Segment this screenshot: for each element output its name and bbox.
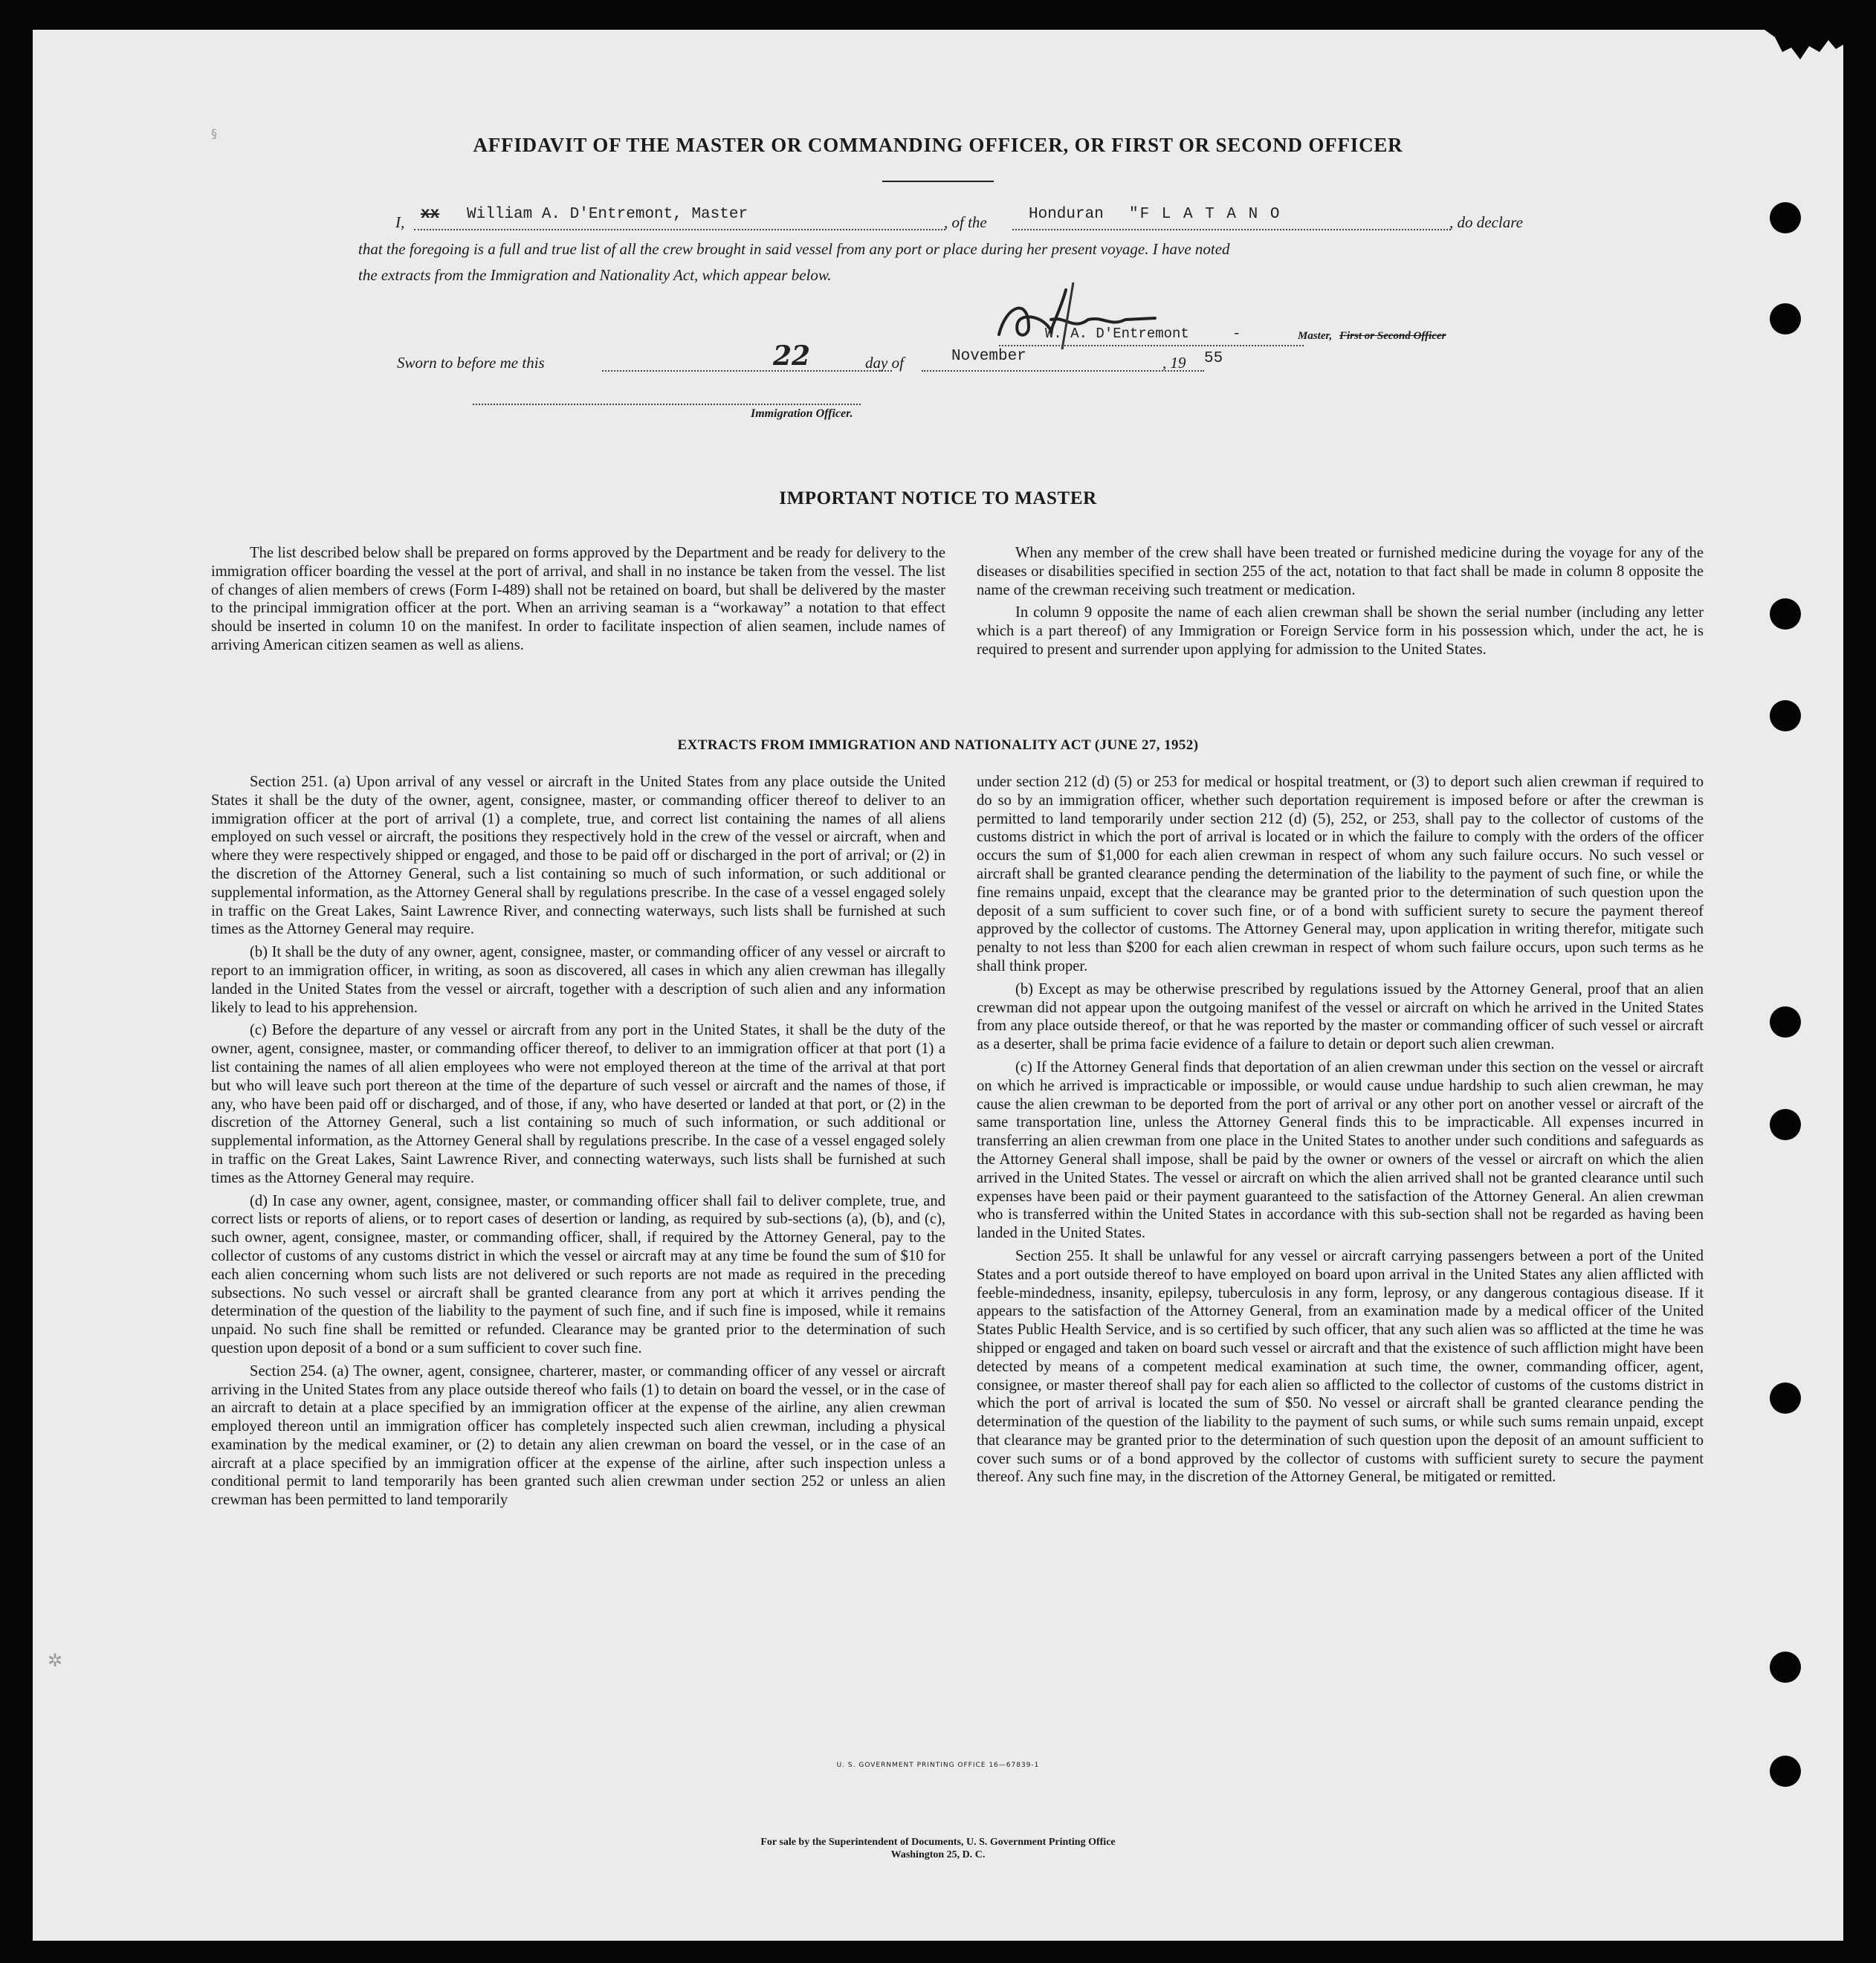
extracts-title: EXTRACTS FROM IMMIGRATION AND NATIONALITY ACT (JUNE 27, 1952) [677, 737, 1199, 753]
statute-paragraph: (b) It shall be the duty of any owner, agent, consignee, master, or commanding officer of any vessel or aircraft to report to an immigration officer, in writing, as soon as discovered, all cases in which any alien crewman has illegally landed in the United States from the vessel or aircraft, together with a description of such alien and any information likely to lead to his apprehension. [211, 944, 945, 1016]
of-the-label: , of the [944, 213, 987, 231]
statute-paragraph: under section 212 (d) (5) or 253 for medical or hospital treatment, or (3) to deport such alien crewman if required to do so by an immigration officer, whether such deportation requirement is imposed before or after the crewman is permitted to land temporarily under section 212 (d) (5), 252, or 253, shall pay to the collector of customs of the customs district in which the port of arrival is located or in which the failure to comply with the orders of the officer occurs the sum of $1,000 for each alien crewman in respect of whom any such failure occurs. No such vessel or aircraft shall be granted clearance pending the determination of the liability to the payment of such fine, or while the fine remains unpaid, except that the clearance may be granted prior to the determination of such question upon the deposit of a sum sufficient to cover such fine, or of a bond with sufficient surety to secure the payment thereof approved by the collector of customs. The Attorney General may, upon application in writing therefor, mitigate such penalty to not less than $200 for each alien crewman in respect of whom such failure occurs, upon such terms as he shall think proper. [977, 774, 1704, 974]
punch-hole [1770, 598, 1801, 630]
declarant-name: William A. D'Entremont, Master [467, 206, 748, 223]
immigration-officer-label: Immigration Officer. [751, 407, 853, 420]
notice-left-column [211, 544, 945, 655]
notice-paragraph: In column 9 opposite the name of each alien crewman shall be shown the serial number (including any letter which is a part thereof) of any Immigration or Foreign Service form in his possession which, under the act, he is required to present and surrender upon applying for admission to the United States. [977, 604, 1704, 658]
declaration-line-3: the extracts from the Immigration and Nationality Act, which appear below. [358, 266, 832, 284]
stamp-smudge: ✲ [48, 1650, 63, 1671]
immigration-officer-fill-line [473, 404, 861, 405]
punch-hole [1770, 1109, 1801, 1140]
day-of-label: day of [865, 354, 904, 372]
statute-paragraph: (c) If the Attorney General finds that deportation of an alien crewman under this section on the vessel or aircraft on which he arrived is impracticable or impossible, or would cause undue hardship to such alien crewman, he may cause the alien crewman to be deported from the port of arrival or any other port on another vessel or aircraft of the same transportation line, unless the Attorney General finds this to be impracticable. All expenses incurred in transferring an alien crewman from one place in the United States to another under such conditions and safeguards as the Attorney General shall impose, shall be paid by the owner or owners of the vessel or aircraft on which the alien arrived in the United States. The vessel or aircraft on which the alien arrived shall not be granted clearance until such expenses have been paid or their payment guaranteed to the satisfaction of the Attorney General. An alien crewman who is transferred within the United States in accordance with this sub-section shall not be regarded as having been landed in the United States. [977, 1058, 1704, 1242]
statute-paragraph: (d) In case any owner, agent, consignee, master, or commanding officer shall fail to deliver complete, true, and correct lists or reports of aliens, or to report cases of desertion or landing, as required by sub-sections (a), (b), and (c), such owner, agent, consignee, master, or commanding officer, shall, if required by the Attorney General, pay to the collector of customs of any customs district in which the vessel or aircraft may at any time be found the sum of $10 for each alien concerning whom such lists are not delivered or such reports are not made as required in the preceding subsections. No such vessel or aircraft shall be granted clearance from any port at which it arrives pending the determination of the question of the liability to the payment of such fine, and if such fine is imposed, while it remains unpaid. No such fine shall be remitted or refunded. Clearance may be granted prior to the determination of such question upon deposit of a bond or a sum sufficient to cover such fine. [211, 1192, 945, 1356]
punch-hole [1770, 1756, 1801, 1787]
master-label: Master, [1298, 330, 1333, 342]
affidavit-page [33, 30, 1843, 1941]
footer-line-2: Washington 25, D. C. [890, 1849, 986, 1860]
extracts-left-column [211, 773, 945, 1510]
extracts-right-column [977, 773, 1704, 1487]
struck-officer-label: First or Second Officer [1339, 330, 1446, 342]
struck-typed-mark: xx [421, 206, 440, 223]
signer-typed-name: W. A. D'Entremont [1045, 326, 1189, 342]
statute-paragraph: Section 254. (a) The owner, agent, consignee, charterer, master, or commanding officer of any vessel or aircraft arriving in the United States from any place outside thereof who fails (1) to detain on board the vessel, or in the case of an aircraft to detain at a place specified by an immigration officer at the expense of the airline, any alien crewman employed thereon until an immigration officer has completely inspected such alien crewman, including a physical examination by the medical examiner, or (2) to detain any alien crewman on board the vessel, or in the case of an aircraft at a place specified by an immigration officer at the expense of the airline, after such inspection unless a conditional permit to land temporarily has been granted such alien crewman under section 252 or unless an alien crewman has been permitted to land temporarily [211, 1362, 945, 1509]
punch-hole [1770, 202, 1801, 233]
statute-paragraph: Section 255. It shall be unlawful for any vessel or aircraft carrying passengers between a port of the United States and a port outside thereof to have employed on board upon arrival in the United States any alien afflicted with feeble-mindedness, insanity, epilepsy, tuberculosis in any form, leprosy, or any dangerous contagious disease. If it appears to the satisfaction of the Attorney General, from an examination made by a medical officer of the United States Public Health Service, and is so certified by such officer, that any such alien was so afflicted at the time he was shipped or engaged and taken on board such vessel or aircraft and that the existence of such affliction might have been detected by means of a competent medical examination at such time, the owner, commanding officer, agent, consignee, or master thereof shall pay for each alien so afflicted to the collector of customs of the customs district in which the port of arrival is located the sum of $50. No vessel or aircraft shall be granted clearance pending the determination of the question of the liability to the payment of such sums, or while such sums remain unpaid, except that clearance may be granted prior to the determination of such question upon the deposit of an amount sufficient to cover such sums or of a bond approved by the collector of customs with sufficient surety to secure the payment thereof. Any such fine may, in the discretion of the Attorney General, be mitigated or remitted. [977, 1247, 1704, 1486]
vessel-name: "F L A T A N O [1129, 206, 1281, 223]
declarant-prefix: I, [395, 213, 405, 231]
punch-hole [1770, 1652, 1801, 1683]
affidavit-title: AFFIDAVIT OF THE MASTER OR COMMANDING OFFICER, OR FIRST OR SECOND OFFICER [473, 134, 1403, 156]
statute-paragraph: (c) Before the departure of any vessel or aircraft from any port in the United States, it shall be the duty of the owner, agent, consignee, master, or commanding officer thereof, to deliver to an immigration officer at that port (1) a list containing the names of all alien employees who were not employed thereon at the time of the arrival at that port but who will leave such port thereon at the time of the departure of such vessel or aircraft and the names of those, if any, who have been paid off or discharged, and of those, if any, who have deserted or landed at that port, or (2) in the discretion of the Attorney General, such a list containing so much of such information, or such additional or supplemental information, as the Attorney General shall by regulations prescribe. In the case of a vessel engaged solely in traffic on the Great Lakes, Saint Lawrence River, and connecting waterways, such lists shall be furnished at such times as the Attorney General may require. [211, 1022, 945, 1186]
punch-hole [1770, 303, 1801, 334]
notice-right-column [977, 544, 1704, 659]
month-fill-line [922, 370, 1204, 372]
title-underline [882, 181, 994, 182]
year-prefix: , 19 [1162, 354, 1186, 372]
punch-hole [1770, 1006, 1801, 1038]
statute-paragraph: Section 251. (a) Upon arrival of any vessel or aircraft in the United States from any place outside the United States it shall be the duty of the owner, agent, consignee, master, or commanding officer thereof to deliver to an immigration officer at the port of arrival (1) a complete, true, and correct list containing the names of all aliens employed on such vessel or aircraft, the positions they respectively hold in the crew of the vessel or aircraft, when and where they were respectively shipped or engaged, and those to be paid off or discharged in the port of arrival; or (2) in the discretion of the Attorney General, such a list containing so much of such information, or such additional or supplemental information, as the Attorney General shall by regulations prescribe. In the case of a vessel engaged solely in traffic on the Great Lakes, Saint Lawrence River, and connecting waterways, such lists shall be furnished at such times as the Attorney General may require. [211, 774, 945, 938]
torn-corner-mark [1765, 30, 1843, 82]
signature-fill-line [999, 345, 1304, 346]
sworn-month: November [951, 348, 1026, 365]
punch-hole [1770, 700, 1801, 731]
vessel-fill-line [1012, 229, 1451, 230]
declaration-line-2: that the foregoing is a full and true list of all the crew brought in said vessel from any port or place during her present voyage. I have noted [358, 240, 1230, 258]
punch-hole [1770, 1382, 1801, 1414]
sworn-day-handwritten: 22 [773, 340, 811, 372]
name-fill-line [414, 229, 945, 230]
notice-paragraph: When any member of the crew shall have been treated or furnished medicine during the voyage for any of the diseases or disabilities specified in section 255 of the act, notation to that fact shall be made in column 8 opposite the name of the crewman receiving such treatment or medication. [977, 545, 1704, 598]
day-fill-line [602, 370, 892, 372]
notice-title: IMPORTANT NOTICE TO MASTER [779, 488, 1097, 508]
statute-paragraph: (b) Except as may be otherwise prescribed by regulations issued by the Attorney General, proof that an alien crewman did not appear upon the outgoing manifest of the vessel or aircraft on which he arrived in the United States from any place outside thereof, or that he was reported by the master or commanding officer of such vessel or aircraft as a deserter, shall be prima facie evidence of a failure to detain or deport such alien crewman. [977, 980, 1704, 1053]
vessel-nationality: Honduran [1029, 206, 1104, 223]
printer-imprint: U. S. GOVERNMENT PRINTING OFFICE 16—67839-1 [836, 1762, 1040, 1769]
do-declare-label: , do declare [1449, 213, 1523, 231]
sworn-prefix: Sworn to before me this [397, 354, 545, 372]
footer-line-1: For sale by the Superintendent of Documents, U. S. Government Printing Office [760, 1837, 1116, 1848]
signature-dash: - [1232, 326, 1241, 342]
stamp-smudge: § [211, 126, 217, 140]
sales-footer [33, 1836, 1843, 1861]
sworn-year: 55 [1204, 350, 1223, 367]
notice-paragraph: The list described below shall be prepared on forms approved by the Department and be ready for delivery to the immigration officer boarding the vessel at the port of arrival, and shall in no instance be taken from the vessel. The list of changes of alien members of crews (Form I-489) shall not be retained on board, but shall be delivered by the master to the principal immigration officer at the port. When an arriving seaman is a “workaway” a notation to that effect should be inserted in column 10 on the manifest. In order to facilitate inspection of alien seamen, include names of arriving American citizen seamen as well as aliens. [211, 545, 945, 653]
